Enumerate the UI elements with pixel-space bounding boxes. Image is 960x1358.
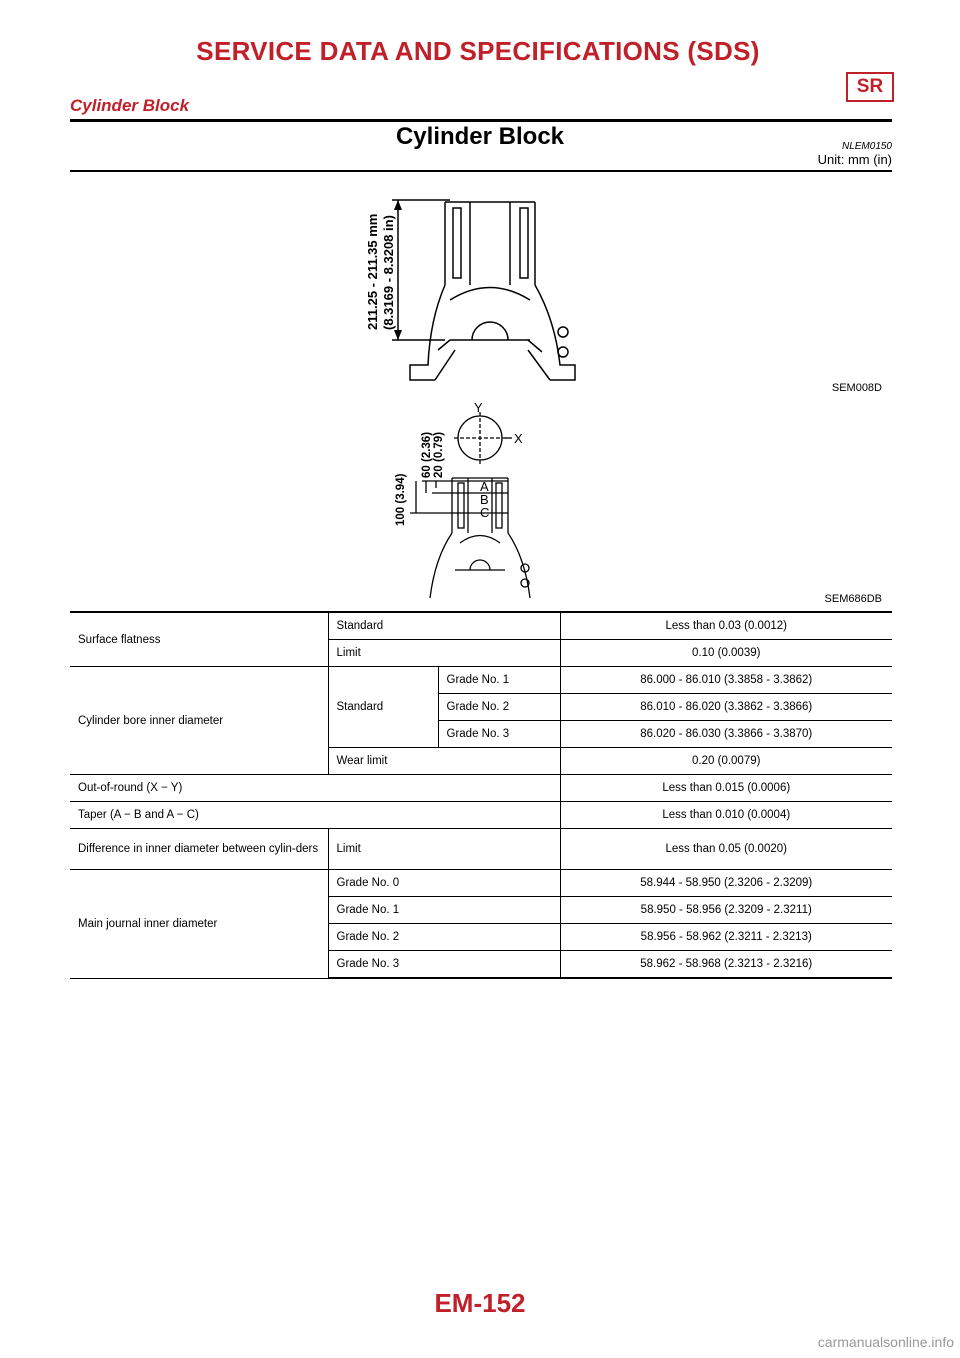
- subsection-title: Cylinder Block: [70, 96, 190, 115]
- page-number: EM-152: [434, 1288, 526, 1318]
- spec-value: 58.950 - 58.956 (2.3209 - 2.3211): [560, 897, 892, 924]
- reference-code: NLEM0150: [841, 141, 892, 152]
- height-dimension-mm: 211.25 - 211.35 mm: [365, 213, 380, 330]
- spec-value: 86.020 - 86.030 (3.3866 - 3.3870): [560, 721, 892, 748]
- spec-value: 86.010 - 86.020 (3.3862 - 3.3866): [560, 694, 892, 721]
- table-row: [70, 775, 892, 802]
- grade-label: Grade No. 3: [438, 721, 560, 748]
- row-header: Surface flatness: [70, 612, 328, 667]
- grade-label: Grade No. 2: [328, 924, 560, 951]
- table-row: [70, 829, 892, 870]
- height-dimension-in: (8.3169 - 8.3208 in): [381, 215, 396, 330]
- grade-label: Grade No. 0: [328, 870, 560, 897]
- dim-20-label: 20 (0.79): [433, 431, 445, 478]
- row-subheader: Wear limit: [328, 748, 560, 775]
- table-row: [70, 870, 892, 897]
- table-row: [70, 612, 892, 640]
- row-header: Out-of-round (X − Y): [70, 775, 560, 802]
- x-axis-label: X: [514, 431, 523, 446]
- cylinder-block-height-figure: [350, 180, 620, 390]
- bore-measurement-figure: [380, 398, 580, 608]
- section-title: Cylinder Block: [395, 123, 565, 150]
- section-rule: [70, 170, 892, 172]
- row-subheader: Standard: [328, 667, 438, 748]
- grade-label: Grade No. 1: [438, 667, 560, 694]
- row-subheader: Standard: [328, 612, 560, 640]
- figure-code-1: SEM008D: [831, 382, 882, 394]
- figure-code-2: SEM686DB: [824, 593, 882, 605]
- header-title: SERVICE DATA AND SPECIFICATIONS (SDS): [196, 36, 760, 66]
- dim-60-label: 60 (2.36): [421, 431, 433, 478]
- spec-value: Less than 0.03 (0.0012): [560, 612, 892, 640]
- spec-value: 58.944 - 58.950 (2.3206 - 2.3209): [560, 870, 892, 897]
- spec-value: 58.962 - 58.968 (2.3213 - 2.3216): [560, 951, 892, 979]
- grade-label: Grade No. 2: [438, 694, 560, 721]
- table-row: [70, 802, 892, 829]
- spec-value: 0.20 (0.0079): [560, 748, 892, 775]
- point-a-label: A: [480, 479, 489, 494]
- watermark: carmanualsonline.info: [817, 1334, 954, 1350]
- row-header: Difference in inner diameter between cylin-ders: [70, 829, 328, 870]
- y-axis-label: Y: [474, 400, 483, 415]
- spec-value: 86.000 - 86.010 (3.3858 - 3.3862): [560, 667, 892, 694]
- spec-value: 0.10 (0.0039): [560, 640, 892, 667]
- dim-100-label: 100 (3.94): [395, 473, 407, 526]
- spec-value: Less than 0.05 (0.0020): [560, 829, 892, 870]
- section-badge: SR: [846, 72, 894, 102]
- spec-value: 58.956 - 58.962 (2.3211 - 2.3213): [560, 924, 892, 951]
- row-subheader: Limit: [328, 640, 560, 667]
- grade-label: Grade No. 1: [328, 897, 560, 924]
- point-c-label: C: [480, 505, 490, 520]
- row-header: Taper (A − B and A − C): [70, 802, 560, 829]
- spec-value: Less than 0.015 (0.0006): [560, 775, 892, 802]
- unit-label: Unit: mm (in): [817, 152, 892, 167]
- spec-value: Less than 0.010 (0.0004): [560, 802, 892, 829]
- table-row: [70, 667, 892, 694]
- row-header: Main journal inner diameter: [70, 870, 328, 979]
- grade-label: Grade No. 3: [328, 951, 560, 979]
- row-header: Cylinder bore inner diameter: [70, 667, 328, 775]
- header-rule: [70, 119, 892, 122]
- row-subheader: Limit: [328, 829, 560, 870]
- point-b-label: B: [480, 492, 489, 507]
- cylinder-block-spec-table: [70, 611, 892, 979]
